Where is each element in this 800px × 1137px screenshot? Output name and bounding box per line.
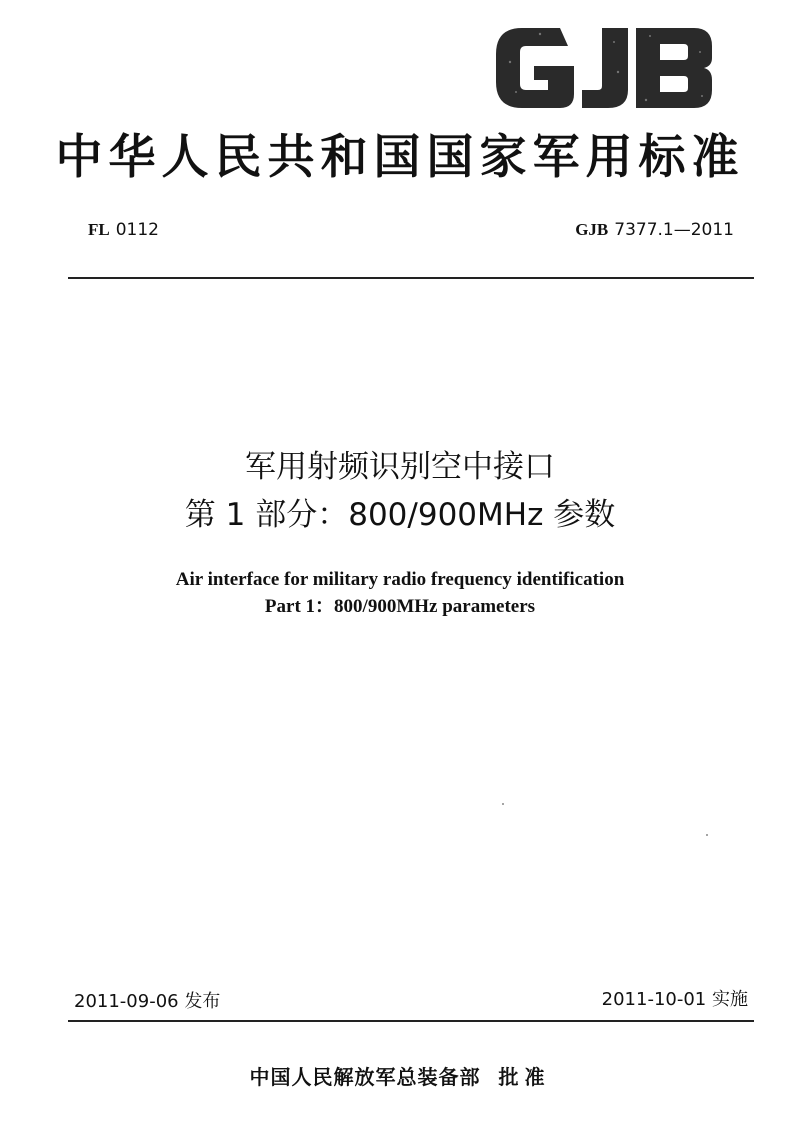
- issue-date: 2011-09-06 发布: [74, 991, 221, 1012]
- approval-label: 批准: [498, 1065, 551, 1089]
- top-divider: [68, 277, 754, 279]
- effective-date: 2011-10-01 实施: [601, 989, 748, 1010]
- standard-number-value: 7377.1—2011: [614, 220, 734, 240]
- issuing-authority: [0, 1061, 800, 1090]
- classification-number: 0112: [115, 220, 159, 240]
- english-title-line-2: Part 1：800/900MHz parameters: [264, 596, 536, 617]
- scan-speck: [706, 834, 708, 836]
- english-title-line-1: Air interface for military radio frequency identification: [175, 569, 625, 590]
- standard-prefix: GJB: [575, 220, 609, 239]
- standard-title: 中华人民共和国国家军用标准: [55, 130, 745, 185]
- chinese-title-line-1: 军用射频识别空中接口: [245, 449, 555, 485]
- classification-prefix: FL: [88, 220, 110, 239]
- scan-speck: [502, 803, 504, 805]
- classification-code: [88, 220, 159, 240]
- issuer-name: 中国人民解放军总装备部: [249, 1065, 481, 1089]
- bottom-divider: [68, 1020, 754, 1022]
- standard-number: [575, 220, 734, 240]
- chinese-title-line-2: 第 1 部分：800/900MHz 参数: [184, 497, 616, 533]
- gjb-logo: [490, 22, 718, 114]
